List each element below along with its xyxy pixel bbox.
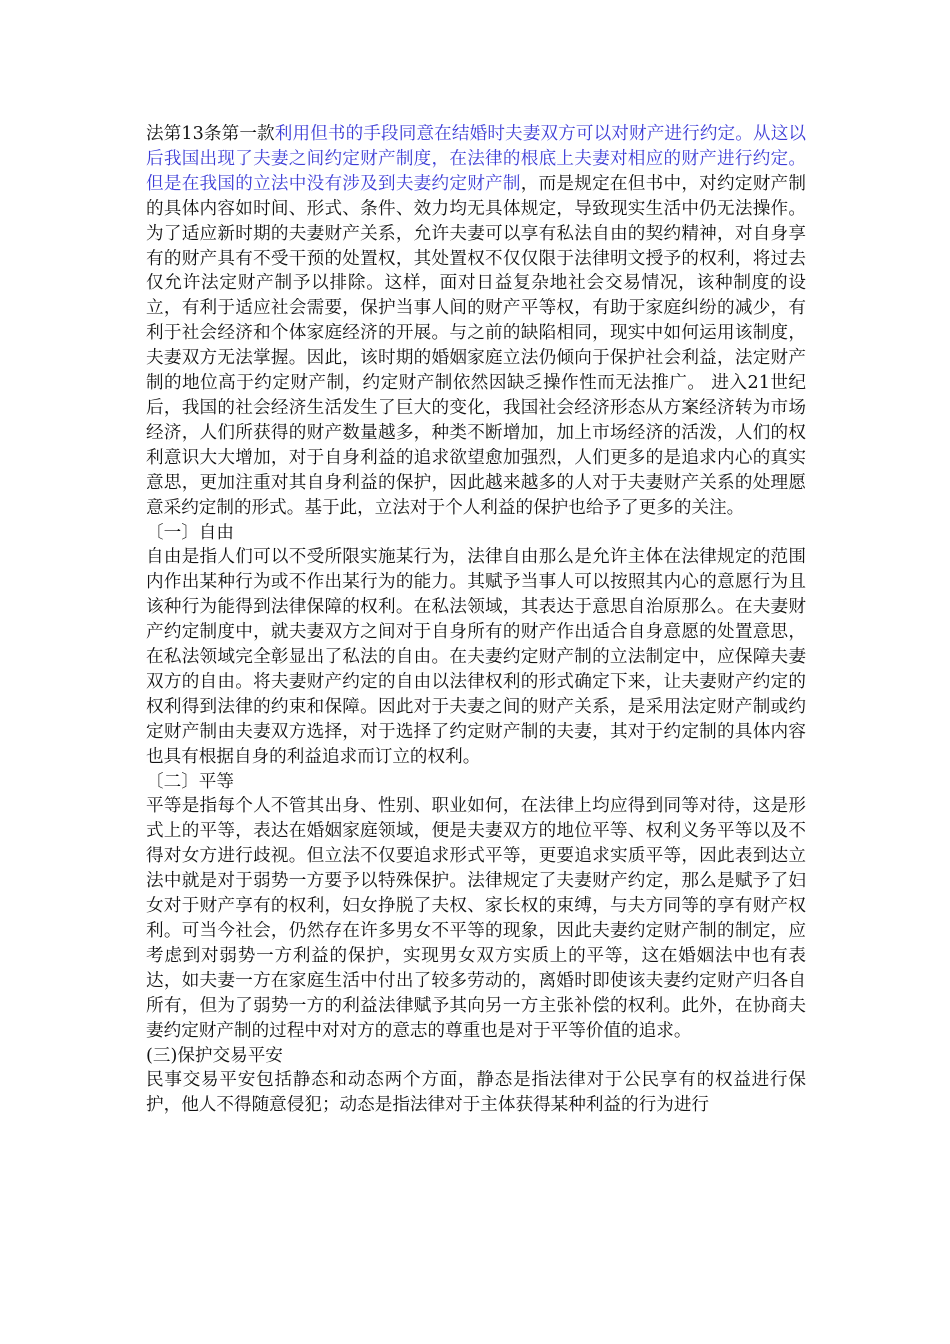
section-heading-freedom: 〔一〕自由 <box>146 522 234 543</box>
document-body <box>146 122 806 1118</box>
section-heading-transaction-safety: (三)保护交易平安 <box>146 1045 283 1066</box>
paragraph-freedom: 自由是指人们可以不受所限实施某行为，法律自由那么是允许主体在法律规定的范围内作出某种行为或不作出某行为的能力。其赋予当事人可以按照其内心的意愿行为且该种行为能得到法律保障的权利。在私法领域，其表达于意思自治原那么。在夫妻财产约定制度中，就夫妻双方之间对于自身所有的财产作出适合自身意愿的处置意思，在私法领域完全彰显出了私法的自由。在夫妻约定财产制的立法制定中，应保障夫妻双方的自由。将夫妻财产约定的自由以法律权利的形式确定下来，让夫妻财产约定的权利得到法律的约束和保障。因此对于夫妻之间的财产关系，是采用法定财产制或约定财产制由夫妻双方选择，对于选择了约定财产制的夫妻，其对于约定制的具体内容也具有根据自身的利益追求而订立的权利。 <box>146 547 806 767</box>
highlighted-text: 利用但书的手段同意在结婚时夫妻双方可以对财产进行约定。从这以后我国出现了夫妻之间约定财产制度，在法律的根底上夫妻对相应的财产进行约定。但是在我国的立法中没有涉及到夫妻约定财产制 <box>146 124 806 194</box>
section-heading-equality: 〔二〕平等 <box>146 771 234 792</box>
paragraph-equality: 平等是指每个人不管其出身、性别、职业如何，在法律上均应得到同等对待，这是形式上的平等，表达在婚姻家庭领域，便是夫妻双方的地位平等、权利义务平等以及不得对女方进行歧视。但立法不仅要追求形式平等，更要追求实质平等，因此表到达立法中就是对于弱势一方要予以特殊保护。法律规定了夫妻财产约定，那么是赋予了妇女对于财产享有的权利，妇女挣脱了夫权、家长权的束缚，与夫方同等的享有财产权利。可当今社会，仍然存在许多男女不平等的现象，因此夫妻约定财产制的制定，应考虑到对弱势一方利益的保护，实现男女双方实质上的平等，这在婚姻法中也有表达，如夫妻一方在家庭生活中付出了较多劳动的，离婚时即使该夫妻约定财产归各自所有，但为了弱势一方的利益法律赋予其向另一方主张补偿的权利。此外，在协商夫妻约定财产制的过程中对对方的意志的尊重也是对于平等价值的追求。 <box>146 796 806 1041</box>
paragraph-transaction-safety: 民事交易平安包括静态和动态两个方面，静态是指法律对于公民享有的权益进行保护，他人不得随意侵犯；动态是指法律对于主体获得某种利益的行为进行 <box>146 1070 806 1116</box>
paragraph-marital-property-history <box>146 122 806 521</box>
paragraph-text: 法第13条第一款 <box>146 124 275 144</box>
paragraph-text: ，而是规定在但书中，对约定财产制的具体内容如时间、形式、条件、效力均无具体规定，导致现实生活中仍无法操作。为了适应新时期的夫妻财产关系，允许夫妻可以享有私法自由的契约精神，对自身享有的财产具有不受干预的处置权，其处置权不仅仅限于法律明文授予的权利，将过去仅允许法定财产制予以排除。这样，面对日益复杂地社会交易情况，该种制度的设立，有利于适应社会需要，保护当事人间的财产平等权，有助于家庭纠纷的减少，有利于社会经济和个体家庭经济的开展。与之前的缺陷相同，现实中如何运用该制度，夫妻双方无法掌握。因此，该时期的婚姻家庭立法仍倾向于保护社会利益，法定财产制的地位高于约定财产制，约定财产制依然因缺乏操作性而无法推广。 进入21世纪后，我国的社会经济生活发生了巨大的变化，我国社会经济形态从方案经济转为市场经济，人们所获得的财产数量越多，种类不断增加，加上市场经济的活泼，人们的权利意识大大增加，对于自身利益的追求欲望愈加强烈，人们更多的是追求内心的真实意思，更加注重对其自身利益的保护，因此越来越多的人对于夫妻财产关系的处理愿意采约定制的形式。基于此，立法对于个人利益的保护也给予了更多的关注。 <box>146 173 806 518</box>
